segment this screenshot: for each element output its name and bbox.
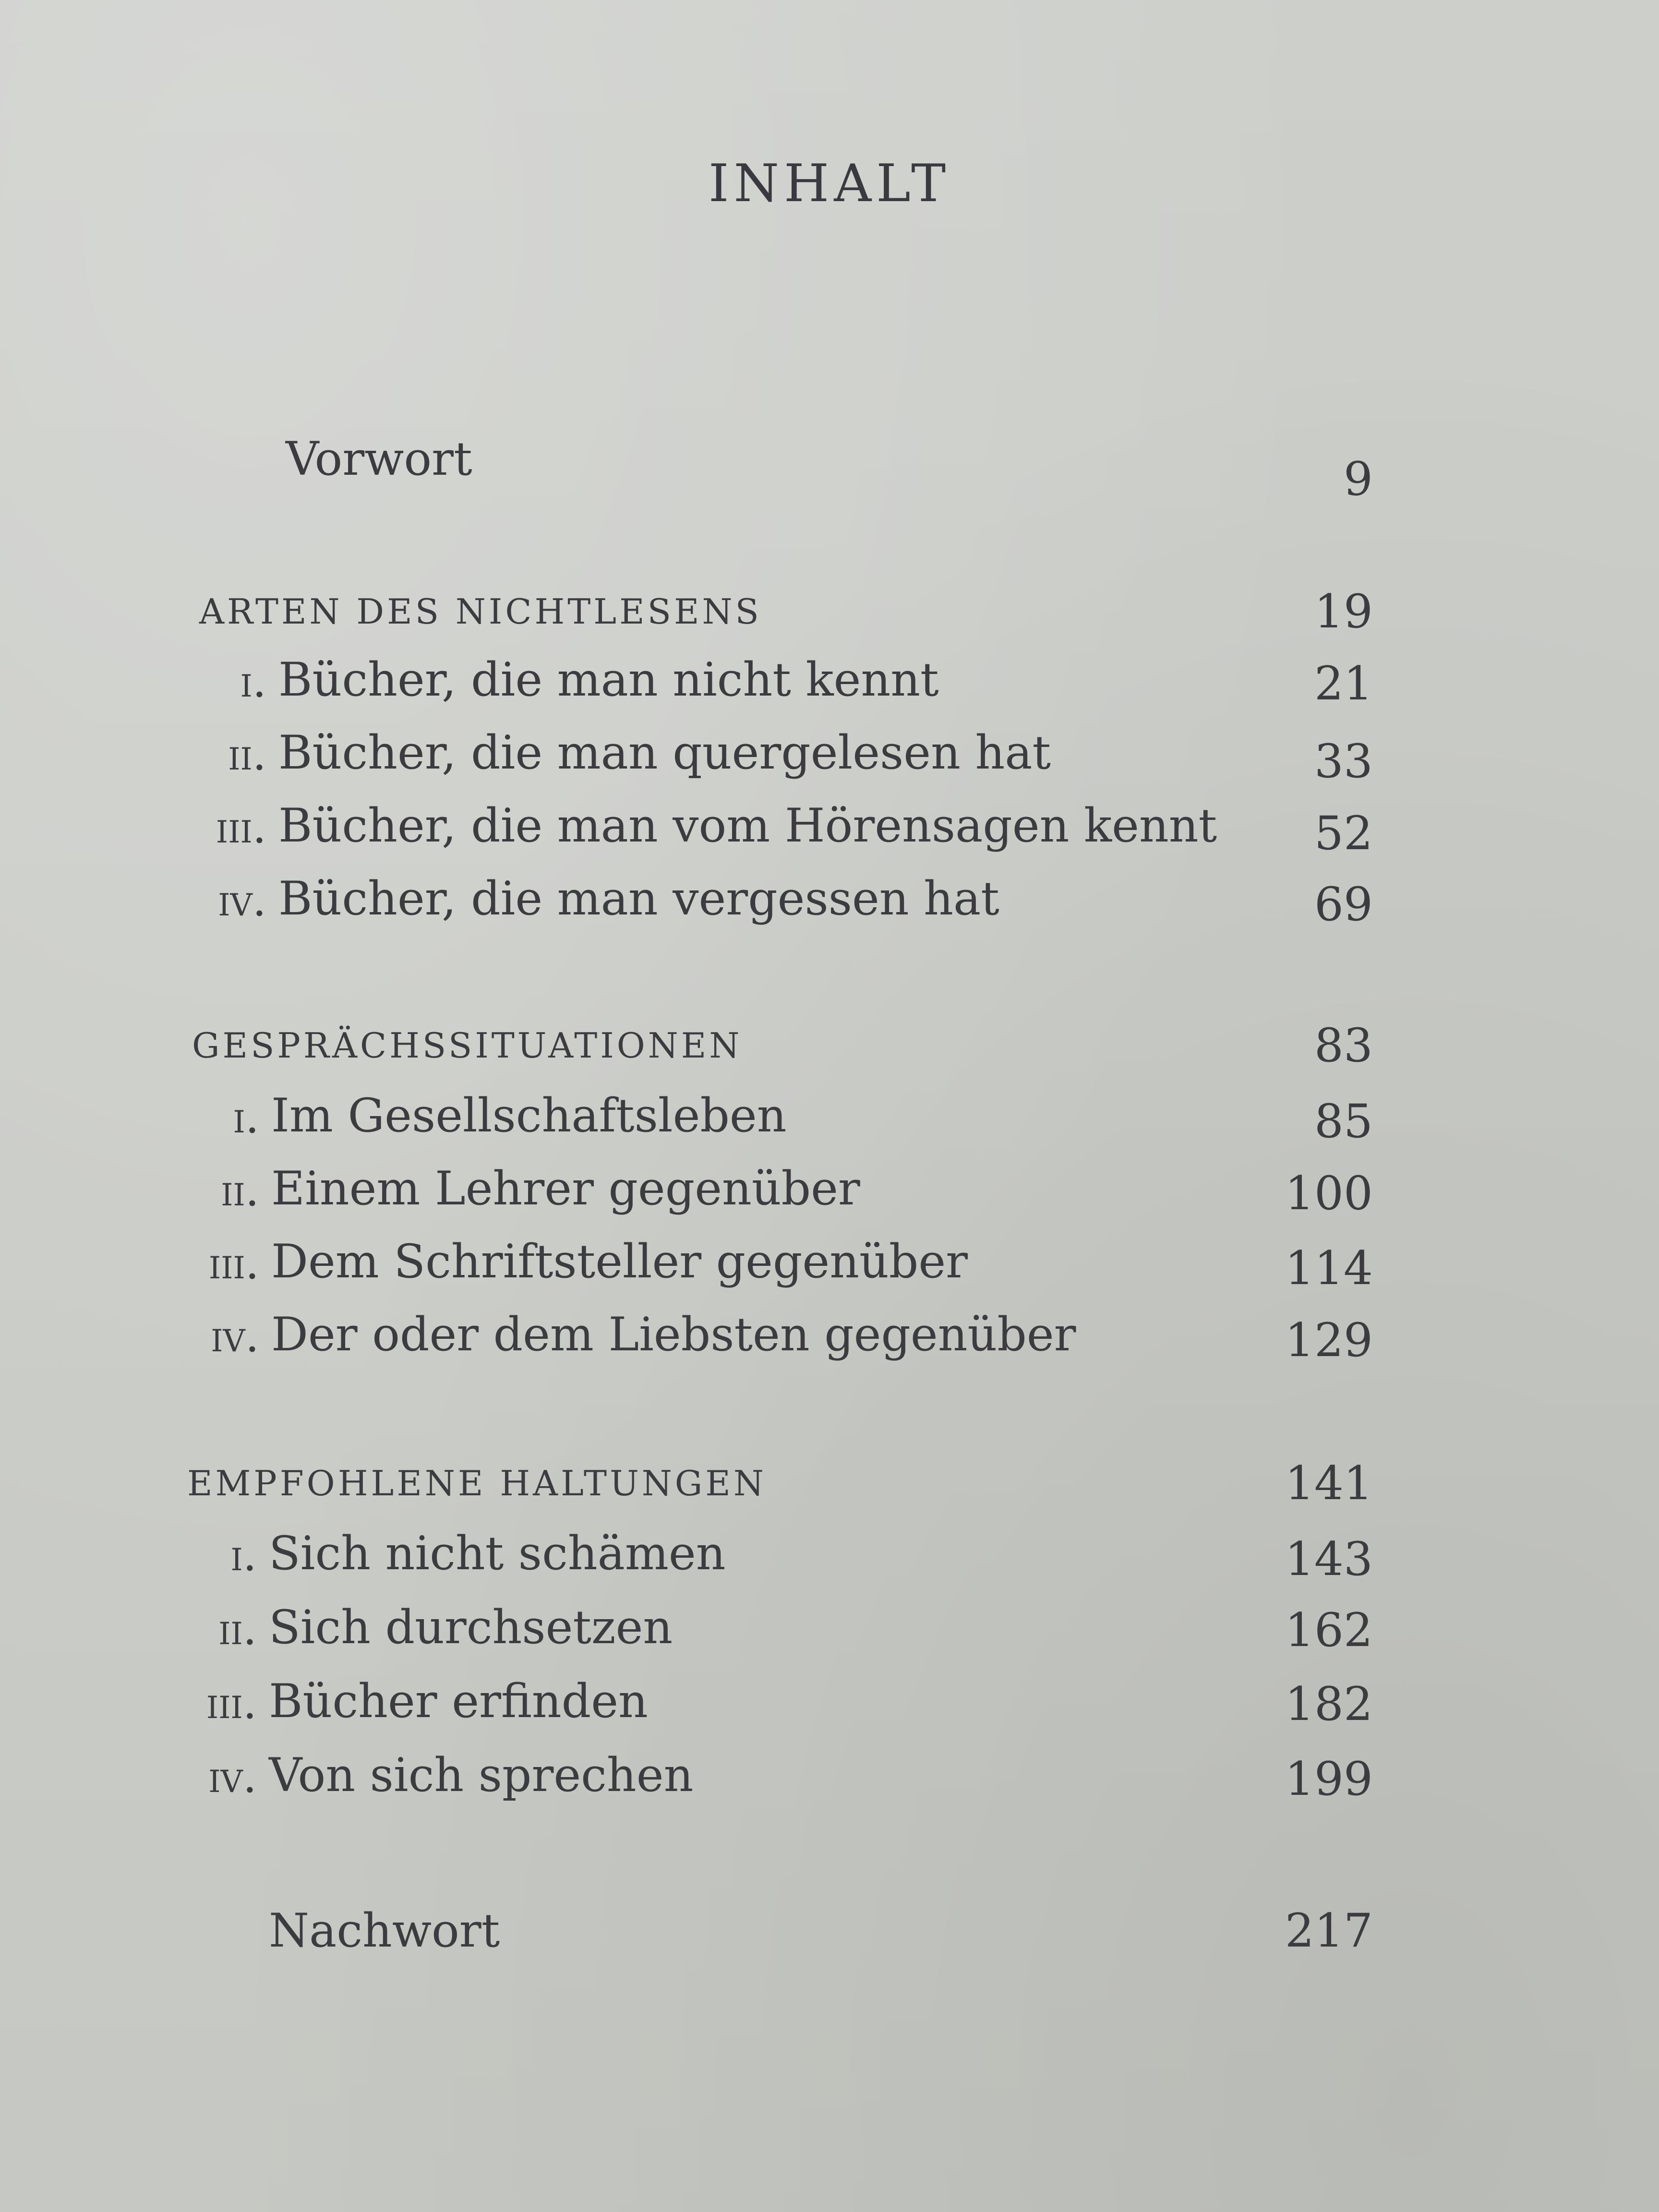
- toc-entry-text: Dem Schriftsteller gegenüber: [271, 1235, 968, 1288]
- toc-chapter-numeral: ii.: [228, 729, 266, 780]
- toc-entry-text: Von sich sprechen: [269, 1748, 694, 1802]
- toc-chapter: [182, 653, 1373, 710]
- toc-entry-text: Sich nicht schämen: [269, 1527, 726, 1580]
- toc-page-number: 143: [1285, 1532, 1373, 1586]
- toc-part-label: EMPFOHLENE HALTUNGEN: [187, 1463, 767, 1503]
- toc-chapter-numeral: iv.: [208, 1751, 257, 1803]
- toc-entry-text: Bücher, die man quergelesen hat: [278, 726, 1051, 780]
- toc-chapter: [182, 872, 1373, 929]
- toc-page-number: 52: [1314, 806, 1373, 860]
- toc-entry-text: Im Gesellschaftsleben: [271, 1089, 787, 1142]
- toc-page-number: 21: [1314, 657, 1373, 710]
- toc-chapter: [182, 726, 1373, 788]
- toc-part-gespraechssituationen: [182, 1015, 1373, 1072]
- toc-entry-text: Bücher, die man nicht kennt: [278, 653, 939, 707]
- toc-chapter: [182, 1527, 1373, 1584]
- toc-chapter-numeral: ii.: [221, 1165, 259, 1216]
- toc-chapter: [182, 1308, 1373, 1365]
- toc-entry-text: Sich durchsetzen: [269, 1600, 673, 1654]
- toc-chapter: [182, 1600, 1373, 1658]
- toc-entry-text: Nachwort: [269, 1904, 500, 1958]
- toc-page-number: 129: [1285, 1313, 1373, 1367]
- toc-page-number: 182: [1285, 1677, 1373, 1731]
- toc-chapter-numeral: i.: [230, 1529, 257, 1581]
- toc-chapter-numeral: i.: [240, 656, 266, 707]
- toc-chapter: [182, 1235, 1373, 1295]
- toc-entry-text: Bücher, die man vom Hörensagen kennt: [278, 799, 1217, 853]
- toc-page-number: 69: [1314, 878, 1373, 931]
- toc-page-number: 85: [1314, 1094, 1373, 1148]
- toc-chapter-numeral: iv.: [218, 875, 266, 926]
- toc-entry-text: Einem Lehrer gegenüber: [271, 1162, 860, 1215]
- toc-part-label: GESPRÄCHSSITUATIONEN: [192, 1025, 743, 1066]
- toc-page-number: 141: [1285, 1456, 1373, 1510]
- page-title: INHALT: [708, 154, 951, 214]
- toc-chapter-numeral: iii.: [206, 1677, 257, 1729]
- toc-part-empfohlene-haltungen: [182, 1453, 1373, 1510]
- toc-part-arten-des-nichtlesens: [182, 581, 1373, 638]
- toc-page-number: 19: [1314, 585, 1373, 638]
- toc-chapter-numeral: iv.: [211, 1310, 259, 1362]
- toc-page-number: 33: [1314, 734, 1373, 788]
- toc-page-number: 100: [1285, 1166, 1373, 1220]
- toc-entry-text: Bücher, die man vergessen hat: [278, 872, 999, 926]
- toc-chapter-numeral: iii.: [208, 1238, 259, 1289]
- toc-chapter: [182, 1089, 1373, 1146]
- toc-chapter-numeral: i.: [233, 1092, 259, 1143]
- toc-page-number: 83: [1314, 1019, 1373, 1072]
- toc-page-number: 162: [1285, 1603, 1373, 1657]
- toc-chapter: [182, 799, 1373, 860]
- toc-entry-vorwort: [182, 432, 1373, 506]
- toc-page-number: 199: [1285, 1752, 1373, 1806]
- toc-chapter: [182, 1674, 1373, 1732]
- toc-entry-text: Vorwort: [286, 432, 472, 486]
- toc-page-number: 9: [1343, 452, 1373, 506]
- toc-chapter: [182, 1162, 1373, 1219]
- toc-page-number: 114: [1285, 1241, 1373, 1295]
- toc-entry-nachwort: [182, 1904, 1373, 1961]
- toc-chapter-numeral: iii.: [216, 802, 266, 853]
- toc-chapter: [182, 1748, 1373, 1806]
- toc-chapter-numeral: ii.: [218, 1603, 257, 1655]
- toc-part-label: ARTEN DES NICHTLESENS: [199, 591, 762, 632]
- toc-page-number: 217: [1285, 1904, 1373, 1958]
- toc-entry-text: Der oder dem Liebsten gegenüber: [271, 1308, 1076, 1361]
- toc-entry-text: Bücher erfinden: [269, 1674, 648, 1728]
